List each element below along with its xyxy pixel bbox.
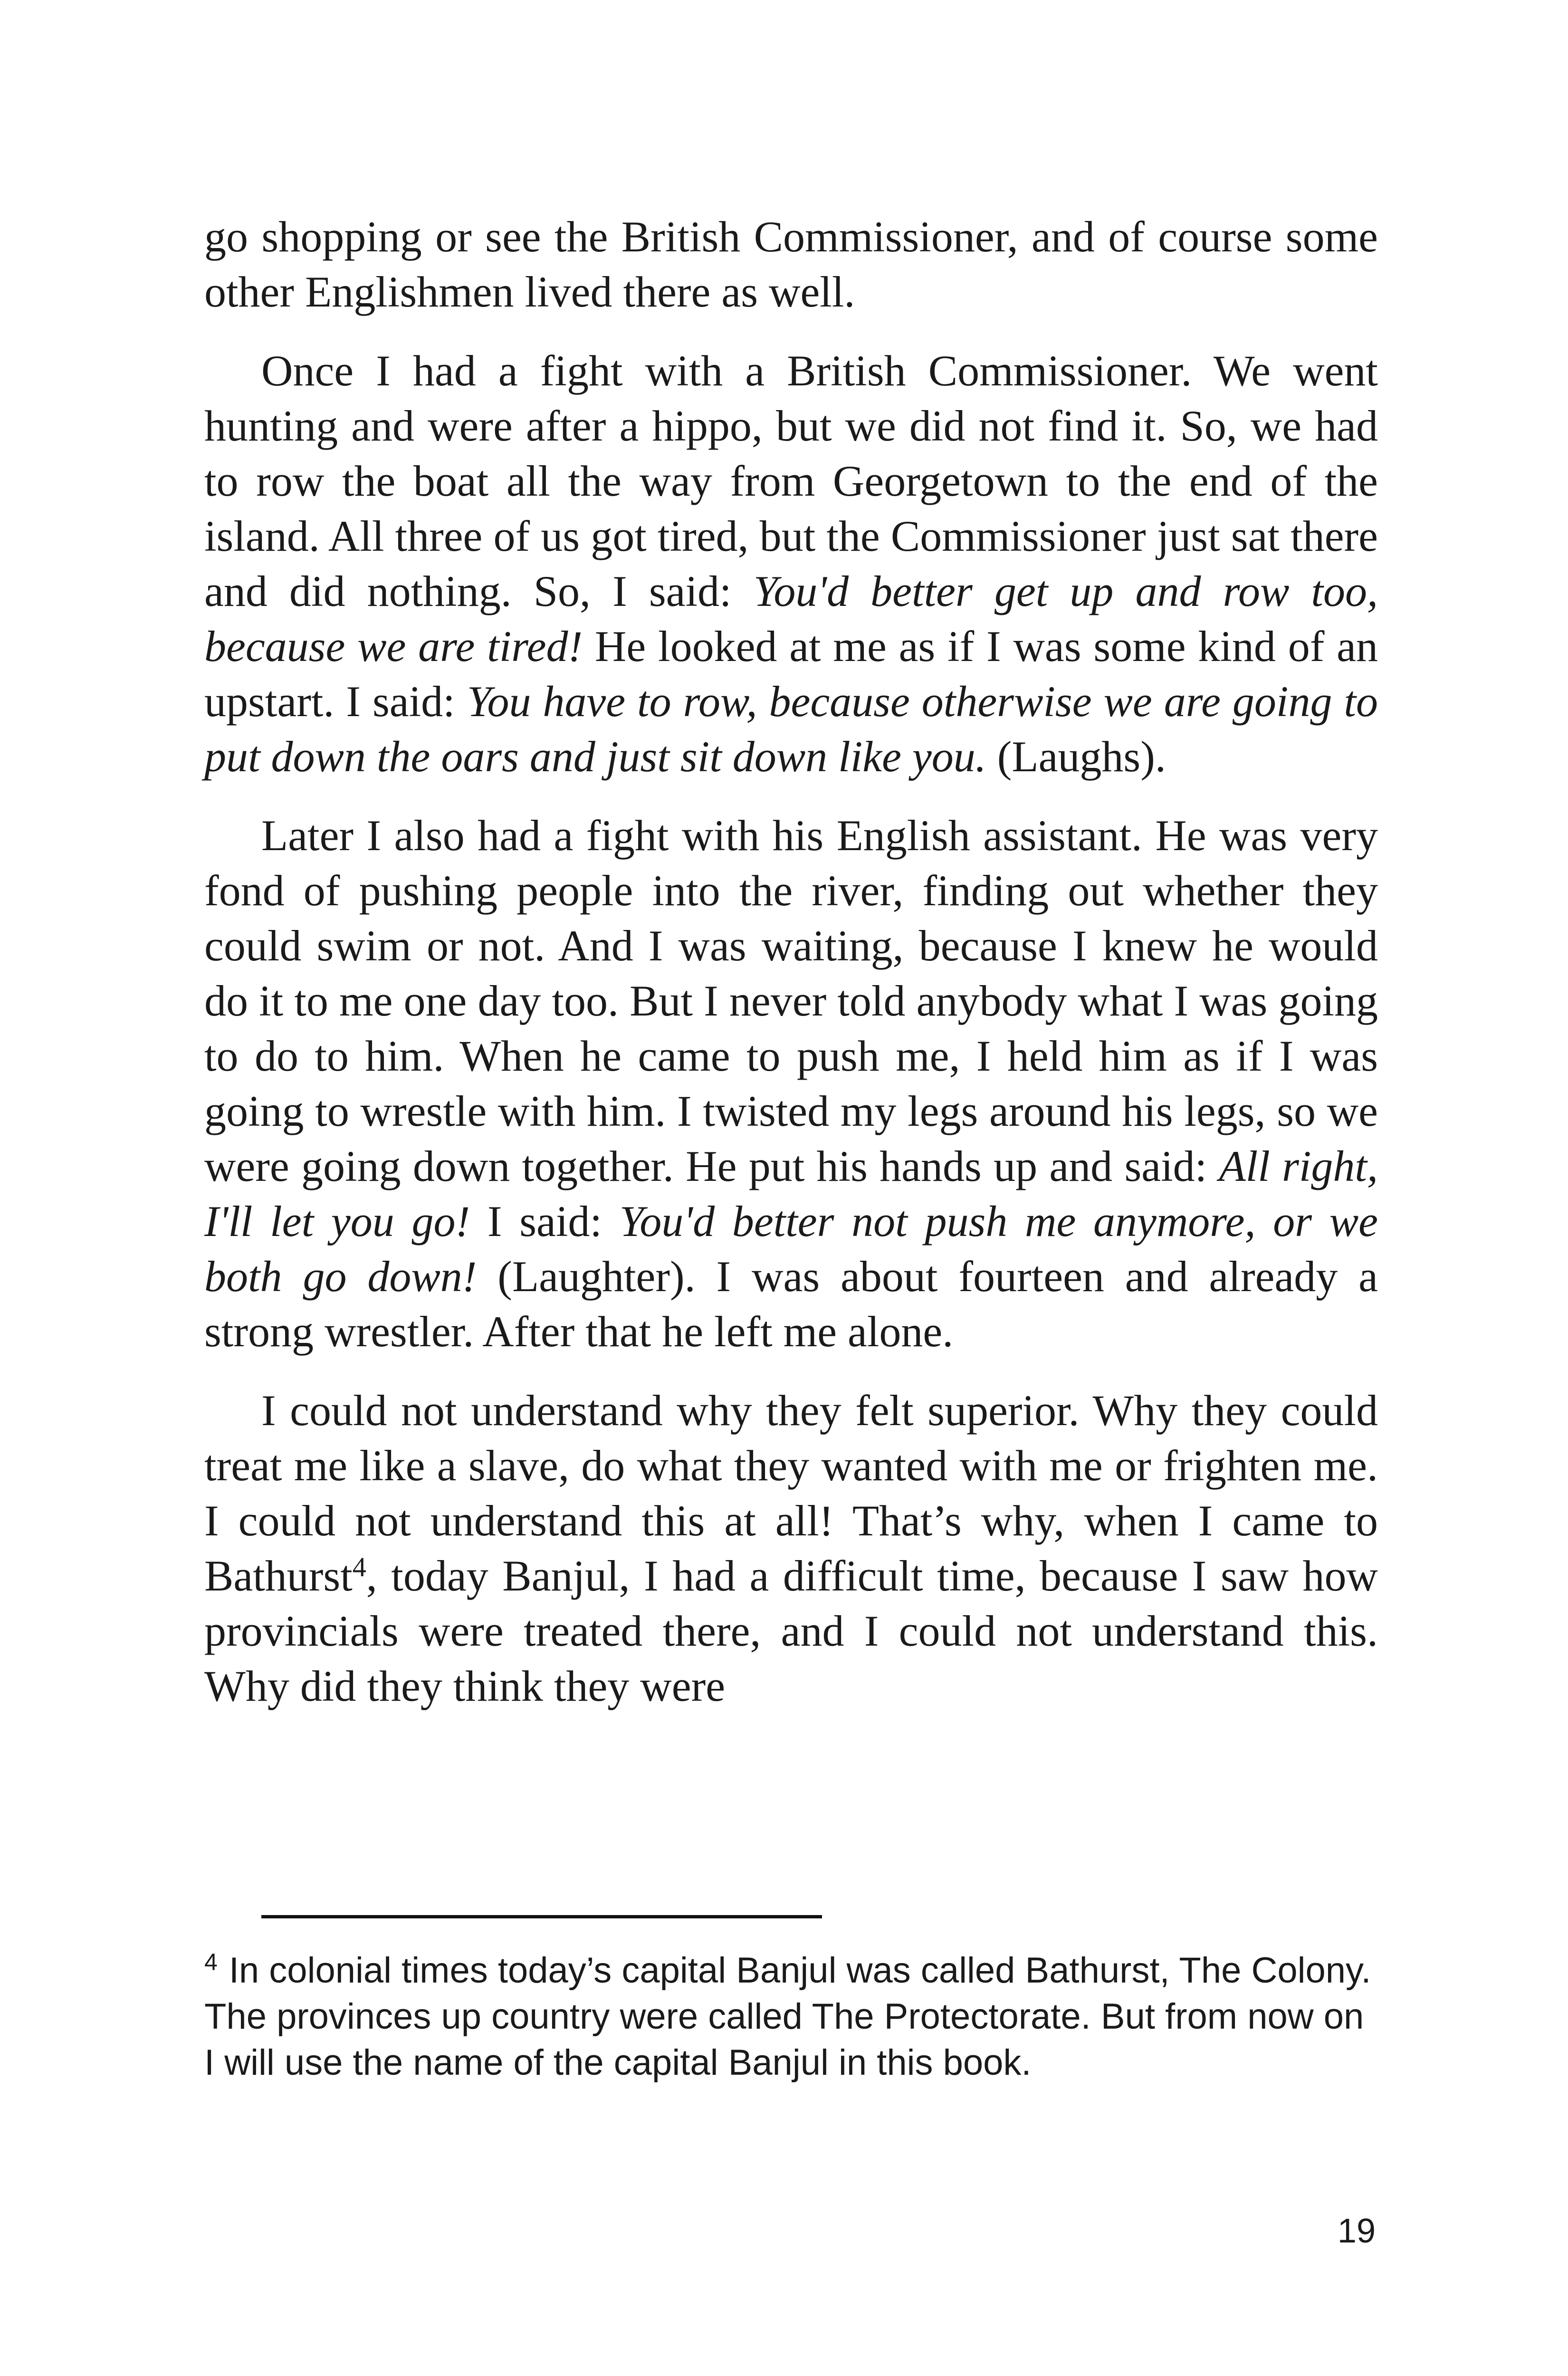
quoted-speech: You'd better not push me anymore, or we both go down! <box>204 1197 1378 1301</box>
quoted-speech: You'd better get up and row too, because we are tired! <box>204 567 1378 671</box>
paragraph-text: (Laughs). <box>986 732 1166 781</box>
paragraph-text: (Laughter). I was about fourteen and already a strong wrestler. After that he left me alone. <box>204 1252 1378 1356</box>
footnote <box>204 1947 1378 2086</box>
footnote-separator <box>261 1915 822 1918</box>
footnote-text: In colonial times today’s capital Banjul was called Bathurst, The Colony. The provinces up country were called The Protectorate. But from now on I will use the name of the capital Banjul in this book. <box>204 1950 1371 2083</box>
paragraph-text: He looked at me as if I was some kind of an upstart. I said: <box>204 622 1378 726</box>
footnote-reference: 4 <box>352 1552 366 1582</box>
footnote-marker: 4 <box>204 1949 218 1975</box>
paragraph-assistant <box>204 808 1378 1359</box>
paragraph-text: go shopping or see the British Commissioner, and of course some other Englishmen lived there as well. <box>204 212 1378 316</box>
paragraph-superior <box>204 1383 1378 1714</box>
page-number: 19 <box>1337 2212 1376 2250</box>
paragraph-continued <box>204 209 1378 319</box>
body-text <box>204 209 1378 1737</box>
quoted-speech: You have to row, because otherwise we are going to put down the oars and just sit down like you. <box>204 677 1378 781</box>
paragraph-text: Once I had a fight with a British Commissioner. We went hunting and were after a hippo, but we did not find it. So, we had to row the boat all the way from Georgetown to the end of the island. All three of us got tired, but the Commissioner just sat there and did nothing. So, I said: <box>204 346 1378 615</box>
paragraph-commissioner <box>204 343 1378 784</box>
paragraph-text: I said: <box>470 1197 620 1245</box>
quoted-speech: All right, I'll let you go! <box>204 1142 1378 1245</box>
paragraph-text: , today Banjul, I had a difficult time, because I saw how provincials were treated there, and I could not understand this. Why did they think they were <box>204 1552 1378 1710</box>
paragraph-text: Later I also had a fight with his English assistant. He was very fond of pushing people into the river, finding out whether they could swim or not. And I was waiting, because I knew he would do it to me one day too. But I never told anybody what I was going to do to him. When he came to push me, I held him as if I was going to wrestle with him. I twisted my legs around his legs, so we were going down together. He put his hands up and said: <box>204 811 1378 1190</box>
paragraph-text: I could not understand why they felt superior. Why they could treat me like a slave, do what they wanted with me or frighten me. I could not understand this at all! That’s why, when I came to Bathurst <box>204 1386 1378 1600</box>
